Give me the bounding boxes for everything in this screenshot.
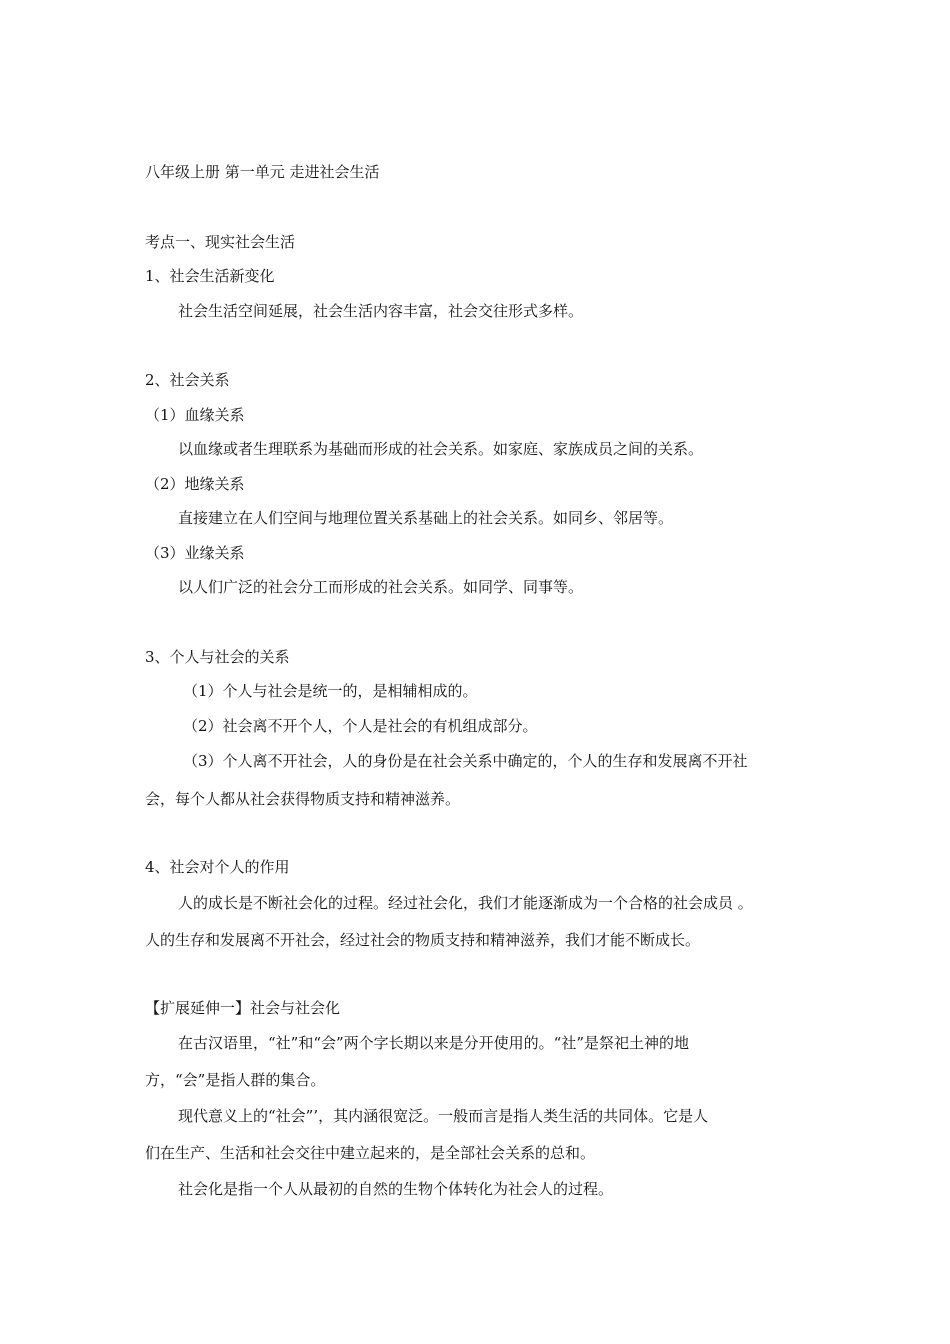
paragraph-society-role-line1: 人的成长是不断社会化的过程。经过社会化，我们才能逐渐成为一个合格的社会成员 。	[178, 894, 753, 912]
paragraph-society-role-line2: 人的生存和发展离不开社会，经过社会的物质支持和精神滋养，我们才能不断成长。	[145, 931, 701, 949]
item-text-blood-relation: 以血缘或者生理联系为基础而形成的社会关系。如家庭、家族成员之间的关系。	[178, 440, 704, 458]
list-item-1: （1）个人与社会是统一的，是相辅相成的。	[183, 682, 478, 700]
list-item-3-line1: （3）个人离不开社会，人的身份是在社会关系中确定的，个人的生存和发展离不开社	[183, 752, 748, 770]
extension-heading: 【扩展延伸一】社会与社会化	[145, 999, 341, 1017]
extension-p1-line1: 在古汉语里，“社”和“会”两个字长期以来是分开使用的。“社”是祭祀土神的地	[178, 1034, 690, 1052]
extension-p3: 社会化是指一个人从最初的自然的生物个体转化为社会人的过程。	[178, 1180, 614, 1198]
extension-p1-line2: 方，“会”是指人群的集合。	[145, 1071, 326, 1089]
subheading-social-relations: 2、社会关系	[145, 371, 230, 389]
section-heading-point1: 考点一、现实社会生活	[145, 233, 296, 251]
item-title-geo-relation: （2）地缘关系	[145, 475, 245, 493]
subheading-individual-society: 3、个人与社会的关系	[145, 648, 290, 666]
extension-p2-line1: 现代意义上的“社会”’，其内涵很宽泛。一般而言是指人类生活的共同体。它是人	[178, 1107, 709, 1125]
list-item-3-line2: 会，每个人都从社会获得物质支持和精神滋养。	[145, 790, 461, 808]
paragraph-social-life-changes: 社会生活空间延展，社会生活内容丰富，社会交往形式多样。	[178, 302, 584, 320]
item-title-work-relation: （3）业缘关系	[145, 544, 245, 562]
extension-p2-line2: 们在生产、生活和社会交往中建立起来的，是全部社会关系的总和。	[145, 1144, 596, 1162]
item-text-geo-relation: 直接建立在人们空间与地理位置关系基础上的社会关系。如同乡、邻居等。	[178, 509, 674, 527]
list-item-2: （2）社会离不开个人，个人是社会的有机组成部分。	[183, 717, 538, 735]
item-title-blood-relation: （1）血缘关系	[145, 406, 245, 424]
item-text-work-relation: 以人们广泛的社会分工而形成的社会关系。如同学、同事等。	[178, 578, 584, 596]
document-title: 八年级上册 第一单元 走进社会生活	[145, 163, 380, 181]
subheading-society-role: 4、社会对个人的作用	[145, 858, 290, 876]
subheading-social-life-changes: 1、社会生活新变化	[145, 267, 275, 285]
